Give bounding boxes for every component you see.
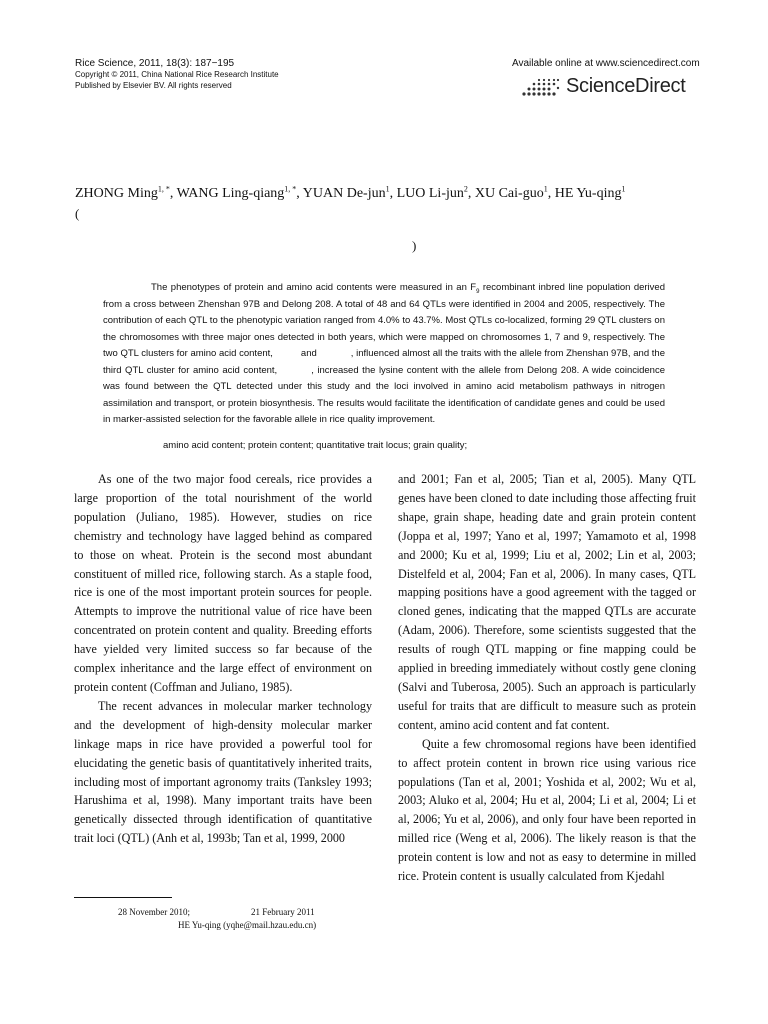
body-column-right bbox=[398, 470, 696, 886]
sciencedirect-header bbox=[512, 58, 702, 97]
sciencedirect-logo-text: ScienceDirect bbox=[566, 75, 686, 97]
corresponding-author[interactable]: HE Yu-qing (yqhe@mail.hzau.edu.cn) bbox=[178, 920, 317, 930]
available-online-text[interactable]: Available online at www.sciencedirect.com bbox=[512, 58, 700, 69]
author-name: XU Cai-guo bbox=[474, 186, 544, 201]
author-affiliation-mark: 1 bbox=[385, 184, 390, 194]
sciencedirect-mark-icon bbox=[520, 76, 562, 100]
footnote-rule bbox=[74, 897, 172, 898]
author-affiliation-mark: 1 bbox=[621, 184, 626, 194]
author-affiliation-mark: 2 bbox=[463, 184, 468, 194]
journal-citation: Rice Science, 2011, 18(3): 187−195 bbox=[75, 58, 235, 69]
abstract-text-4: , influenced almost all the traits with the allele from Zhenshan 97B, and the third QTL cluster for amino acid content, bbox=[103, 348, 665, 376]
affiliation-close-paren: ) bbox=[412, 238, 417, 253]
publisher-line: Published by Elsevier BV. All rights reserved bbox=[75, 81, 232, 90]
sciencedirect-logo[interactable] bbox=[520, 74, 698, 102]
author-name: HE Yu-qing bbox=[554, 186, 622, 201]
abstract bbox=[103, 280, 665, 429]
body-paragraph: As one of the two major food cereals, rice provides a large proportion of the total nourishment of the world population (Juliano, 1985). However, studies on rice chemistry and technology have lagged behind as compared to those on wheat. Protein is the second most abundant constituent of milled rice, following starch. As a staple food, rice is one of the most important protein sources for people. Attempts to improve the nutritional value of rice have been concentrated on protein content and quality. Breeding efforts have yielded very limited success so far because of the complex inheritance and the large effect of environment on protein content (Coffman and Juliano, 1985). bbox=[74, 472, 372, 694]
affiliation-open-paren: ( bbox=[75, 206, 80, 221]
journal-header bbox=[75, 58, 279, 91]
accepted-date: 21 February 2011 bbox=[251, 907, 315, 917]
received-date: 28 November 2010; bbox=[118, 907, 190, 917]
author-name: WANG Ling-qiang bbox=[176, 186, 285, 201]
copyright-line: Copyright © 2011, China National Rice Research Institute bbox=[75, 70, 279, 79]
body-paragraph: and 2001; Fan et al, 2005; Tian et al, 2005). Many QTL genes have been cloned to date including those affecting fruit shape, grain shape, heading date and grain protein content (Joppa et al, 1997; Yano et al, 1997; Yamamoto et al, 1998 and 2000; Ku et al, 1999; Liu et al, 2002; Lin et al, 2003; Distelfeld et al, 2004; Fan et al, 2006). In many cases, QTL mapping positions have a good agreement with the tagged or cloned genes, indicating that the mapped QTLs are accurate (Adam, 2006). Therefore, some scientists suggested that the results of rough QTL mapping or fine mapping could be applied in breeding immediately without costly gene cloning (Salvi and Tuberosa, 2005). Such an approach is particularly useful for traits that are difficult to measure such as protein content, amino acid content and fat content. bbox=[398, 472, 696, 732]
body-paragraph: Quite a few chromosomal regions have been identified to affect protein content in brown rice using various rice populations (Tan et al, 2001; Yoshida et al, 2002; Wu et al, 2003; Aluko et al, 2004; Hu et al, 2004; Li et al, 2004; Li et al, 2006; Yu et al, 2006), and only four have been reported in milled rice (Weng et al, 2006). The likely reason is that the protein content is low and not as easy to determine in milled rice. Protein content is usually calculated from Kjedahl bbox=[398, 736, 696, 884]
abstract-text-1: The phenotypes of protein and amino acid contents were measured in an F bbox=[151, 282, 477, 293]
keywords: amino acid content; protein content; quantitative trait locus; grain quality; bbox=[163, 440, 468, 451]
abstract-text-3: and bbox=[300, 348, 317, 359]
body-column-left bbox=[74, 470, 372, 848]
author-affiliation-mark: 1, * bbox=[157, 184, 170, 194]
author-name: LUO Li-jun bbox=[396, 186, 464, 201]
author-affiliation-mark: 1 bbox=[543, 184, 548, 194]
body-paragraph: The recent advances in molecular marker technology and the development of high-density molecular marker linkage maps in rice have provided a powerful tool for elucidating the genetic basis of quantitatively inherited traits, including most of important agronomy traits (Tanksley 1993; Harushima et al, 1998). Many important traits have been genetically dissected through identification of quantitative trait loci (QTL) (Anh et al, 1993b; Tan et al, 1999, 2000 bbox=[74, 698, 372, 846]
author-list: ZHONG Ming$^{1, *}$, WANG Ling-qiang$^{1, *}$, YUAN De-jun$^1$, LUO Li-jun$^2$, XU Cai-guo$^1$, HE Yu-qing$^1$ bbox=[75, 184, 626, 201]
author-name: YUAN De-jun bbox=[302, 186, 386, 201]
abstract-subscript: 9 bbox=[476, 288, 480, 295]
abstract-text-2: recombinant inbred line population derived from a cross between Zhenshan 97B and Delong 208. A total of 48 and 64 QTLs were identified in 2004 and 2005, respectively. The contribution of each QTL to the phenotypic variation ranged from 4.0% to 43.7%. Most QTLs co-localized, forming 29 QTL clusters on the chromosomes with three major ones detected in both years, which were mapped on chromosomes 1, 7 and 9, respectively. The two QTL clusters for amino acid content, bbox=[103, 282, 665, 359]
author-name: ZHONG Ming bbox=[75, 186, 158, 201]
abstract-text-5: , increased the lysine content with the allele from Delong 208. A wide coincidence was found between the QTL detected under this study and the loci involved in amino acid metabolism pathways in nitrogen assimilation and transport, or protein biosynthesis. The results would facilitate the identification of candidate genes and could be used in marker-assisted selection for the favorable allele in rice quality improvement. bbox=[103, 364, 665, 425]
author-affiliation-mark: 1, * bbox=[284, 184, 297, 194]
